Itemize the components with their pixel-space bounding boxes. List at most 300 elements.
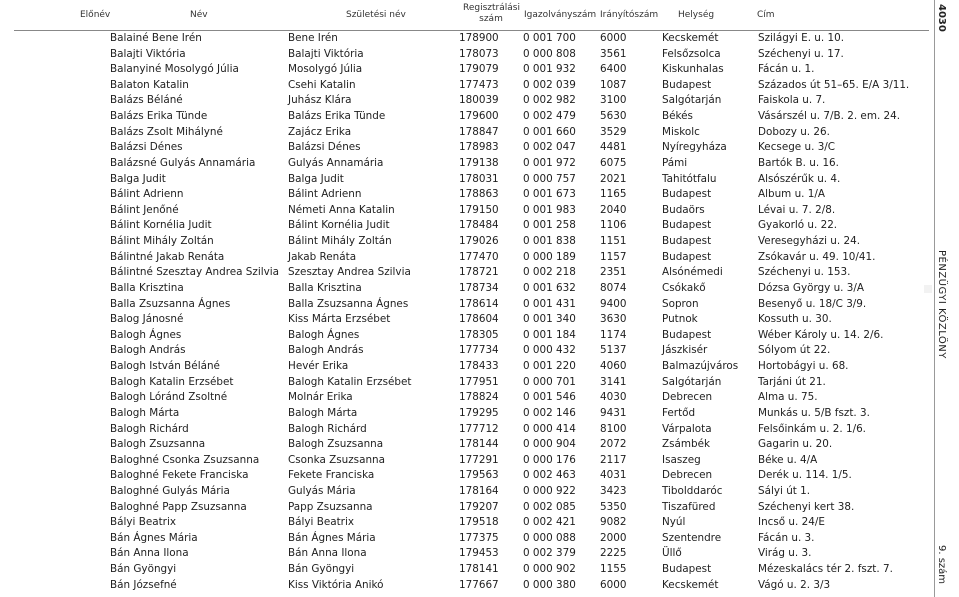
table-row (0, 281, 930, 297)
birth-name: Balogh Márta (288, 406, 358, 419)
id-card-number: 0 000 088 (523, 531, 576, 544)
birth-name: Balla Zsuzsanna Ágnes (288, 297, 409, 310)
postal-code: 3561 (600, 47, 627, 60)
id-card-number: 0 000 808 (523, 47, 576, 60)
postal-code: 3423 (600, 484, 627, 497)
postal-code: 1155 (600, 563, 627, 576)
city: Nyúl (662, 516, 686, 529)
registration-number: 178484 (459, 219, 499, 232)
street-address: Széchenyi kert 38. (758, 500, 855, 513)
postal-code: 1151 (600, 235, 627, 248)
street-address: Besenyő u. 18/C 3/9. (758, 297, 867, 310)
person-name: Balaton Katalin (110, 78, 189, 91)
person-name: Balázs Zsolt Mihályné (110, 125, 223, 138)
registration-number: 179138 (459, 156, 499, 169)
person-name: Balogh András (110, 344, 186, 357)
header-birth-name: Születési név (346, 10, 406, 20)
person-name: Balogh Ágnes (110, 328, 182, 341)
birth-name: Bán Anna Ilona (288, 547, 367, 560)
city: Putnok (662, 313, 698, 326)
id-card-number: 0 002 085 (523, 500, 576, 513)
table-row (0, 546, 930, 562)
postal-code: 1174 (600, 328, 627, 341)
registration-number: 179207 (459, 500, 499, 513)
city: Budapest (662, 188, 712, 201)
street-address: Sályi út 1. (758, 484, 811, 497)
person-name: Baloghné Csonka Zsuzsanna (110, 453, 260, 466)
birth-name: Kiss Viktória Anikó (288, 578, 384, 591)
birth-name: Zajácz Erika (288, 125, 352, 138)
street-address: Kossuth u. 30. (758, 313, 832, 326)
birth-name: Németi Anna Katalin (288, 203, 395, 216)
header-zip: Irányítószám (600, 10, 659, 20)
id-card-number: 0 001 431 (523, 297, 576, 310)
table-row (0, 218, 930, 234)
registration-number: 179295 (459, 406, 499, 419)
person-name: Bálintné Jakab Renáta (110, 250, 225, 263)
birth-name: Balogh András (288, 344, 364, 357)
birth-name: Hevér Erika (288, 360, 349, 373)
postal-code: 3100 (600, 94, 627, 107)
postal-code: 3630 (600, 313, 627, 326)
person-name: Balogh Richárd (110, 422, 189, 435)
id-card-number: 0 001 220 (523, 360, 576, 373)
person-name: Balázs Erika Tünde (110, 110, 208, 123)
registration-number: 179079 (459, 63, 499, 76)
id-card-number: 0 000 176 (523, 453, 576, 466)
header-id-card: Igazolványszám (524, 10, 597, 20)
birth-name: Bán Gyöngyi (288, 563, 355, 576)
birth-name: Bálint Mihály Zoltán (288, 235, 392, 248)
person-name: Bálint Jenőné (110, 203, 179, 216)
postal-code: 2072 (600, 438, 627, 451)
table-row (0, 47, 930, 63)
birth-name: Papp Zsuzsanna (288, 500, 373, 513)
header-city: Helység (678, 10, 715, 20)
postal-code: 3529 (600, 125, 627, 138)
scan-mark (924, 285, 932, 293)
birth-name: Kiss Márta Erzsébet (288, 313, 391, 326)
table-row (0, 578, 930, 594)
id-card-number: 0 000 701 (523, 375, 576, 388)
postal-code: 6000 (600, 32, 627, 44)
id-card-number: 0 001 660 (523, 125, 576, 138)
birth-name: Csehi Katalin (288, 78, 356, 91)
city: Zsámbék (662, 438, 711, 451)
postal-code: 4481 (600, 141, 627, 154)
table-row (0, 562, 930, 578)
city: Budaörs (662, 203, 705, 216)
street-address: Derék u. 114. 1/5. (758, 469, 852, 482)
postal-code: 6075 (600, 156, 627, 169)
person-name: Balla Zsuzsanna Ágnes (110, 297, 231, 310)
street-address: Alsószérűk u. 4. (758, 172, 841, 185)
id-card-number: 0 000 380 (523, 578, 576, 591)
street-address: Lévai u. 7. 2/8. (758, 203, 836, 216)
city: Budapest (662, 563, 712, 576)
id-card-number: 0 002 047 (523, 141, 576, 154)
id-card-number: 0 000 414 (523, 422, 576, 435)
table-row (0, 93, 930, 109)
birth-name: Balogh Ágnes (288, 328, 360, 341)
postal-code: 9431 (600, 406, 627, 419)
postal-code: 4060 (600, 360, 627, 373)
postal-code: 2117 (600, 453, 627, 466)
registration-number: 177375 (459, 531, 499, 544)
postal-code: 2351 (600, 266, 627, 279)
street-address: Veresegyházi u. 24. (758, 235, 860, 248)
postal-code: 4031 (600, 469, 627, 482)
person-name: Bán Józsefné (110, 578, 177, 591)
table-row (0, 78, 930, 94)
street-address: Szilágyi E. u. 10. (758, 32, 845, 44)
street-address: Fácán u. 3. (758, 531, 815, 544)
street-address: Százados út 51–65. E/A 3/11. (758, 78, 910, 91)
street-address: Sólyom út 22. (758, 344, 831, 357)
registration-number: 179453 (459, 547, 499, 560)
birth-name: Balogh Zsuzsanna (288, 438, 384, 451)
postal-code: 1106 (600, 219, 627, 232)
id-card-number: 0 002 479 (523, 110, 576, 123)
person-name: Bálintné Szesztay Andrea Szilvia (110, 266, 280, 279)
registration-number: 177470 (459, 250, 499, 263)
person-name: Balogh Lóránd Zsoltné (110, 391, 228, 404)
postal-code: 2000 (600, 531, 627, 544)
postal-code: 4030 (600, 391, 627, 404)
person-name: Balázsné Gulyás Annamária (110, 156, 256, 169)
table-row (0, 62, 930, 78)
table-row (0, 203, 930, 219)
registration-number: 178721 (459, 266, 499, 279)
table-row (0, 312, 930, 328)
id-card-number: 0 002 146 (523, 406, 576, 419)
faded-margin-text (0, 110, 14, 250)
city: Pámi (662, 156, 688, 169)
city: Salgótarján (662, 94, 722, 107)
person-name: Baloghné Papp Zsuzsanna (110, 500, 247, 513)
registration-number: 178433 (459, 360, 499, 373)
registration-number: 177734 (459, 344, 499, 357)
street-address: Vásárszél u. 7/B. 2. em. 24. (758, 110, 901, 123)
table-row (0, 359, 930, 375)
city: Felsőzsolca (662, 47, 721, 60)
street-address: Kecsege u. 3/C (758, 141, 836, 154)
city: Isaszeg (662, 453, 701, 466)
id-card-number: 0 002 379 (523, 547, 576, 560)
table-row (0, 297, 930, 313)
postal-code: 3141 (600, 375, 627, 388)
city: Jászkisér (662, 344, 708, 357)
street-address: Széchenyi u. 17. (758, 47, 844, 60)
city: Debrecen (662, 391, 713, 404)
city: Budapest (662, 78, 712, 91)
id-card-number: 0 001 632 (523, 281, 576, 294)
birth-name: Bálint Kornélia Judit (288, 219, 390, 232)
id-card-number: 0 001 184 (523, 328, 576, 341)
person-name: Balajti Viktória (110, 47, 186, 60)
street-address: Munkás u. 5/B fszt. 3. (758, 406, 870, 419)
id-card-number: 0 001 932 (523, 63, 576, 76)
postal-code: 1165 (600, 188, 627, 201)
person-name: Bályi Beatrix (110, 516, 176, 529)
city: Tibolddaróc (662, 484, 723, 497)
page-sidebar (934, 0, 959, 597)
registration-number: 179518 (459, 516, 499, 529)
birth-name: Balázsi Dénes (288, 141, 361, 154)
registration-number: 179600 (459, 110, 499, 123)
table-row (0, 109, 930, 125)
registration-number: 179150 (459, 203, 499, 216)
registration-number: 178604 (459, 313, 499, 326)
table-row (0, 125, 930, 141)
birth-name: Szesztay Andrea Szilvia (288, 266, 411, 279)
street-address: Faiskola u. 7. (758, 94, 826, 107)
birth-name: Fekete Franciska (288, 469, 375, 482)
street-address: Mézeskalács tér 2. fszt. 7. (758, 563, 893, 576)
table-row (0, 422, 930, 438)
table-row (0, 187, 930, 203)
id-card-number: 0 000 902 (523, 563, 576, 576)
table-row (0, 140, 930, 156)
id-card-number: 0 000 432 (523, 344, 576, 357)
person-name: Baloghné Gulyás Mária (110, 484, 230, 497)
postal-code: 2225 (600, 547, 627, 560)
city: Csókakő (662, 281, 706, 294)
person-name: Baloghné Fekete Franciska (110, 469, 249, 482)
birth-name: Bálint Adrienn (288, 188, 362, 201)
street-address: Bartók B. u. 16. (758, 156, 839, 169)
city: Békés (662, 110, 693, 123)
id-card-number: 0 000 922 (523, 484, 576, 497)
table-row (0, 265, 930, 281)
postal-code: 1157 (600, 250, 627, 263)
table-row (0, 468, 930, 484)
id-card-number: 0 002 463 (523, 469, 576, 482)
city: Tahitótfalu (662, 172, 717, 185)
id-card-number: 0 002 039 (523, 78, 576, 91)
person-name: Balainé Bene Irén (110, 32, 202, 44)
id-card-number: 0 002 982 (523, 94, 576, 107)
id-card-number: 0 001 983 (523, 203, 576, 216)
city: Sopron (662, 297, 699, 310)
publication-title: PÉNZÜGYI KÖZLÖNY (936, 250, 947, 359)
header-reg-no-line2: szám (479, 14, 503, 24)
header-address: Cím (757, 10, 775, 20)
street-address: Széchenyi u. 153. (758, 266, 851, 279)
person-name: Bán Gyöngyi (110, 563, 177, 576)
registration-number: 178031 (459, 172, 499, 185)
person-name: Bán Anna Ilona (110, 547, 189, 560)
city: Miskolc (662, 125, 700, 138)
header-reg-no-line1: Regisztrálási (463, 3, 520, 13)
registration-number: 178824 (459, 391, 499, 404)
birth-name: Molnár Erika (288, 391, 353, 404)
table-row (0, 390, 930, 406)
registration-number: 178614 (459, 297, 499, 310)
registration-number: 178144 (459, 438, 499, 451)
birth-name: Csonka Zsuzsanna (288, 453, 386, 466)
postal-code: 1087 (600, 78, 627, 91)
registration-number: 178847 (459, 125, 499, 138)
street-address: Tarjáni út 21. (758, 375, 826, 388)
postal-code: 5137 (600, 344, 627, 357)
street-address: Gyakorló u. 22. (758, 219, 838, 232)
id-card-number: 0 001 700 (523, 32, 576, 44)
registration-number: 180039 (459, 94, 499, 107)
table-row (0, 515, 930, 531)
table-row (0, 328, 930, 344)
street-address: Wéber Károly u. 14. 2/6. (758, 328, 884, 341)
registration-number: 178863 (459, 188, 499, 201)
city: Budapest (662, 235, 712, 248)
id-card-number: 0 001 546 (523, 391, 576, 404)
city: Kiskunhalas (662, 63, 724, 76)
birth-name: Bene Irén (288, 32, 338, 44)
birth-name: Balogh Katalin Erzsébet (288, 375, 412, 388)
table-row (0, 484, 930, 500)
postal-code: 2021 (600, 172, 627, 185)
id-card-number: 0 000 904 (523, 438, 576, 451)
city: Salgótarján (662, 375, 722, 388)
city: Fertőd (662, 406, 696, 419)
table-row (0, 156, 930, 172)
header-reg-no (463, 3, 519, 25)
table-header (0, 0, 959, 30)
postal-code: 9082 (600, 516, 627, 529)
registration-number: 178164 (459, 484, 499, 497)
city: Alsónémedi (662, 266, 723, 279)
street-address: Hortobágyi u. 68. (758, 360, 849, 373)
city: Tiszafüred (662, 500, 716, 513)
street-address: Dobozy u. 26. (758, 125, 830, 138)
city: Szentendre (662, 531, 722, 544)
birth-name: Gulyás Mária (288, 484, 356, 497)
street-address: Album u. 1/A (758, 188, 826, 201)
registration-number: 178073 (459, 47, 499, 60)
header-prior-name: Előnév (80, 10, 111, 20)
birth-name: Gulyás Annamária (288, 156, 384, 169)
id-card-number: 0 002 218 (523, 266, 576, 279)
person-name: Balog Jánosné (110, 313, 184, 326)
city: Várpalota (662, 422, 712, 435)
birth-name: Bán Ágnes Mária (288, 531, 376, 544)
id-card-number: 0 001 340 (523, 313, 576, 326)
person-name: Bálint Adrienn (110, 188, 184, 201)
postal-code: 2040 (600, 203, 627, 216)
birth-name: Mosolygó Júlia (288, 63, 363, 76)
person-name: Balogh István Béláné (110, 360, 220, 373)
postal-code: 5350 (600, 500, 627, 513)
street-address: Béke u. 4/A (758, 453, 818, 466)
table-row (0, 234, 930, 250)
registration-number: 177667 (459, 578, 499, 591)
registration-number: 177473 (459, 78, 499, 91)
person-name: Balogh Katalin Erzsébet (110, 375, 234, 388)
street-address: Gagarin u. 20. (758, 438, 833, 451)
birth-name: Juhász Klára (288, 94, 352, 107)
birth-name: Balla Krisztina (288, 281, 362, 294)
city: Budapest (662, 250, 712, 263)
person-name: Balla Krisztina (110, 281, 184, 294)
id-card-number: 0 001 838 (523, 235, 576, 248)
person-name: Balga Judit (110, 172, 166, 185)
table-row (0, 375, 930, 391)
table-row (0, 437, 930, 453)
id-card-number: 0 001 258 (523, 219, 576, 232)
postal-code: 5630 (600, 110, 627, 123)
city: Debrecen (662, 469, 713, 482)
street-address: Felsőinkám u. 2. 1/6. (758, 422, 866, 435)
birth-name: Jakab Renáta (288, 250, 357, 263)
city: Kecskemét (662, 578, 719, 591)
person-name: Balázsi Dénes (110, 141, 183, 154)
city: Budapest (662, 219, 712, 232)
table-row (0, 531, 930, 547)
page-number: 4030 (936, 4, 947, 32)
city: Kecskemét (662, 32, 719, 44)
street-address: Fácán u. 1. (758, 63, 815, 76)
table-row (0, 31, 930, 47)
person-name: Balogh Márta (110, 406, 180, 419)
postal-code: 9400 (600, 297, 627, 310)
person-name: Balogh Zsuzsanna (110, 438, 206, 451)
postal-code: 6000 (600, 578, 627, 591)
street-address: Incső u. 24/E (758, 516, 825, 529)
postal-code: 6400 (600, 63, 627, 76)
registration-number: 177291 (459, 453, 499, 466)
table-row (0, 453, 930, 469)
registration-number: 178141 (459, 563, 499, 576)
id-card-number: 0 000 189 (523, 250, 576, 263)
table-row (0, 343, 930, 359)
registration-number: 177951 (459, 375, 499, 388)
table-row (0, 172, 930, 188)
issue-number: 9. szám (936, 545, 947, 585)
id-card-number: 0 000 757 (523, 172, 576, 185)
registration-number: 178900 (459, 32, 499, 44)
registration-number: 178734 (459, 281, 499, 294)
table-row (0, 500, 930, 516)
registration-number: 179026 (459, 235, 499, 248)
street-address: Zsókavár u. 49. 10/41. (758, 250, 876, 263)
birth-name: Bályi Beatrix (288, 516, 354, 529)
person-name: Balázs Béláné (110, 94, 183, 107)
header-name: Név (190, 10, 208, 20)
registration-number: 178305 (459, 328, 499, 341)
person-name: Bálint Mihály Zoltán (110, 235, 214, 248)
birth-name: Balajti Viktória (288, 47, 364, 60)
street-address: Vágó u. 2. 3/3 (758, 578, 831, 591)
person-name: Balanyiné Mosolygó Júlia (110, 63, 239, 76)
birth-name: Balázs Erika Tünde (288, 110, 386, 123)
birth-name: Balga Judit (288, 172, 344, 185)
registration-number: 177712 (459, 422, 499, 435)
registration-number: 178983 (459, 141, 499, 154)
postal-code: 8074 (600, 281, 627, 294)
id-card-number: 0 001 972 (523, 156, 576, 169)
city: Nyíregyháza (662, 141, 727, 154)
street-address: Alma u. 75. (758, 391, 818, 404)
id-card-number: 0 001 673 (523, 188, 576, 201)
person-name: Bálint Kornélia Judit (110, 219, 212, 232)
id-card-number: 0 002 421 (523, 516, 576, 529)
person-name: Bán Ágnes Mária (110, 531, 198, 544)
city: Balmazújváros (662, 360, 739, 373)
birth-name: Balogh Richárd (288, 422, 367, 435)
city: Budapest (662, 328, 712, 341)
postal-code: 8100 (600, 422, 627, 435)
street-address: Virág u. 3. (758, 547, 812, 560)
